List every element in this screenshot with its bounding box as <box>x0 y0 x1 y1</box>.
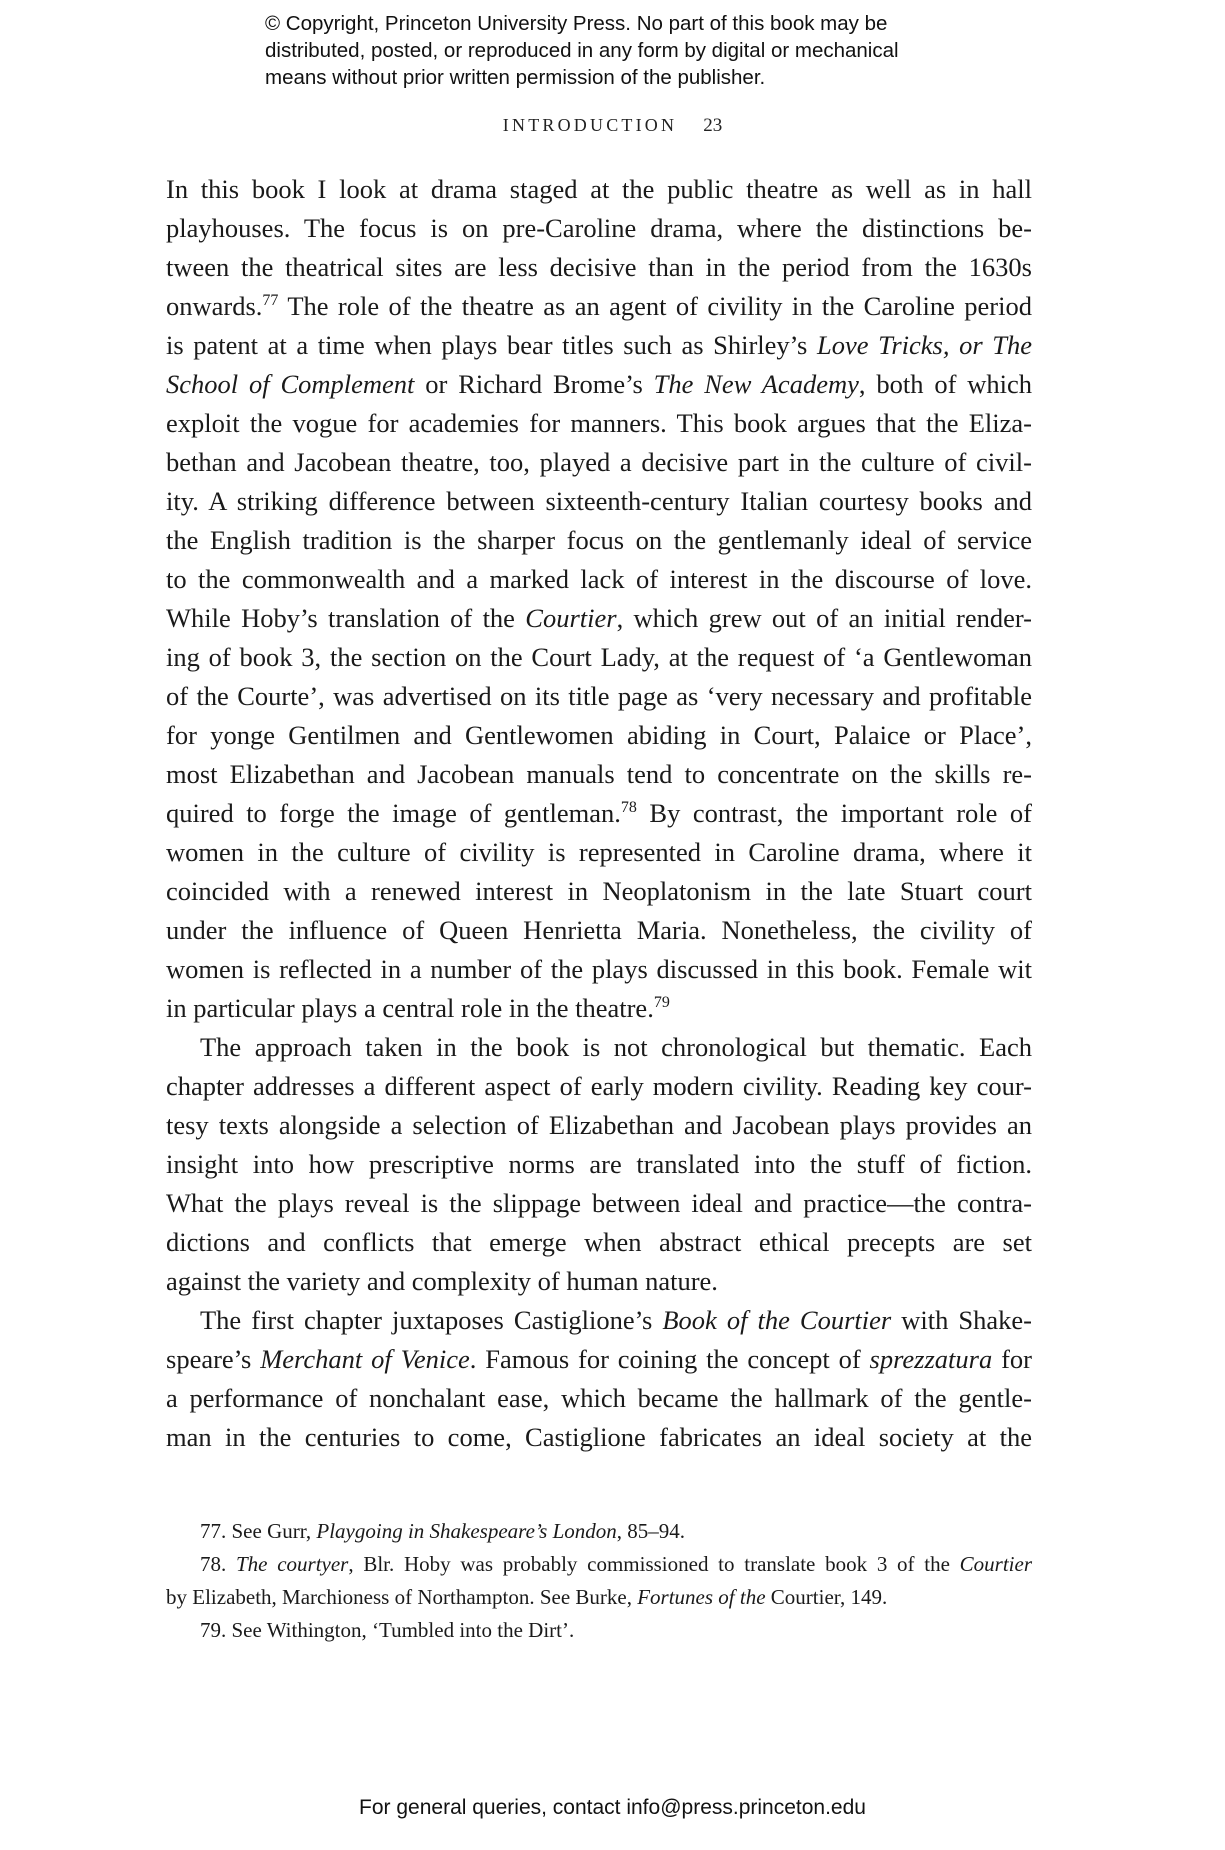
text-run: the English tradition is the sharper focus on the gentlemanly ideal of service <box>166 525 1032 555</box>
body-line <box>166 443 1032 482</box>
text-run: most Elizabethan and Jacobean manuals tend to concentrate on the skills re- <box>166 759 1032 789</box>
italic-text: Fortunes of the <box>637 1585 766 1609</box>
footnote-line <box>166 1614 1032 1647</box>
text-run: While Hoby’s translation of the <box>166 603 526 633</box>
italic-text: Book of the Courtier <box>662 1305 892 1335</box>
text-run: is patent at a time when plays bear titles such as Shirley’s <box>166 330 817 360</box>
body-line <box>166 716 1032 755</box>
text-run: The approach taken in the book is not chronological but thematic. Each <box>200 1032 1032 1062</box>
body-line <box>166 1262 1032 1301</box>
text-run: exploit the vogue for academies for manners. This book argues that the Eliza- <box>166 408 1032 438</box>
text-run: What the plays reveal is the slippage between ideal and practice—the contra- <box>166 1188 1032 1218</box>
text-run: women is reflected in a number of the plays discussed in this book. Female wit <box>166 954 1032 984</box>
text-run: by Elizabeth, Marchioness of Northampton. See Burke, <box>166 1585 638 1609</box>
body-line <box>166 872 1032 911</box>
text-run: or Richard Brome’s <box>414 369 654 399</box>
italic-text: Courtier <box>959 1552 1032 1576</box>
body-line <box>166 638 1032 677</box>
text-run: , 85–94. <box>616 1519 686 1543</box>
footnotes <box>166 1515 1032 1647</box>
text-run: bethan and Jacobean theatre, too, played a decisive part in the culture of civil- <box>166 447 1032 477</box>
footnote-marker: 78 <box>620 799 637 816</box>
text-run: playhouses. The focus is on pre-Caroline drama, where the distinctions be- <box>166 213 1032 243</box>
text-run: 78. <box>200 1552 236 1576</box>
body-line <box>166 599 1032 638</box>
body-line <box>166 950 1032 989</box>
text-run: with Shake- <box>891 1305 1032 1335</box>
body-line <box>166 1106 1032 1145</box>
body-line <box>166 560 1032 599</box>
italic-text: Love Tricks, or The <box>816 330 1032 360</box>
copyright-notice <box>265 10 1025 91</box>
running-head-title: INTRODUCTION <box>502 115 678 135</box>
footnote-marker: 79 <box>653 994 670 1011</box>
text-run: ity. A striking difference between sixteenth-century Italian courtesy books and <box>166 486 1032 516</box>
body-line <box>166 677 1032 716</box>
body-line <box>166 1067 1032 1106</box>
italic-text: sprezzatura <box>869 1344 993 1374</box>
italic-text: Merchant of Venice <box>260 1344 470 1374</box>
page-number: 23 <box>703 115 723 136</box>
text-run: The first chapter juxtaposes Castiglione’s <box>200 1305 663 1335</box>
footnote-line <box>166 1581 1032 1614</box>
text-run: By contrast, the important role of <box>636 798 1032 828</box>
body-line <box>166 1418 1032 1457</box>
body-line <box>166 911 1032 950</box>
body-text <box>166 170 1032 1457</box>
body-line <box>166 1028 1032 1067</box>
text-run: coincided with a renewed interest in Neoplatonism in the late Stuart court <box>166 876 1032 906</box>
footnote-line <box>166 1515 1032 1548</box>
text-run: 79. See Withington, ‘Tumbled into the Dirt’. <box>200 1618 575 1642</box>
footnote-line <box>166 1548 1032 1581</box>
body-line <box>166 482 1032 521</box>
footnote-marker: 77 <box>262 292 279 309</box>
body-line <box>166 170 1032 209</box>
copyright-line: means without prior written permission of the publisher. <box>265 66 766 89</box>
body-line <box>166 989 1032 1028</box>
text-run: onwards. <box>166 291 263 321</box>
footer-contact: For general queries, contact info@press.princeton.edu <box>359 1796 866 1819</box>
text-run: In this book I look at drama staged at the public theatre as well as in hall <box>166 174 1032 204</box>
body-line <box>166 521 1032 560</box>
italic-text: The courtyer <box>235 1552 349 1576</box>
text-run: man in the centuries to come, Castiglione fabricates an ideal society at the <box>166 1422 1032 1452</box>
body-line <box>166 1340 1032 1379</box>
body-line <box>166 404 1032 443</box>
body-line <box>166 833 1032 872</box>
body-line <box>166 365 1032 404</box>
text-run: in particular plays a central role in the theatre. <box>166 993 654 1023</box>
text-run: . Famous for coining the concept of <box>469 1344 870 1374</box>
text-run: quired to forge the image of gentleman. <box>166 798 621 828</box>
text-run: , Blr. Hoby was probably commissioned to translate book 3 of the <box>348 1552 960 1576</box>
italic-text: Playgoing in Shakespeare’s London <box>316 1519 617 1543</box>
running-head <box>0 115 1225 137</box>
text-run: a performance of nonchalant ease, which became the hallmark of the gentle- <box>166 1383 1032 1413</box>
body-line <box>166 209 1032 248</box>
body-line <box>166 1223 1032 1262</box>
text-run: women in the culture of civility is represented in Caroline drama, where it <box>166 837 1032 867</box>
text-run: ing of book 3, the section on the Court Lady, at the request of ‘a Gentlewoman <box>166 642 1032 672</box>
text-run: Courtier, 149. <box>765 1585 888 1609</box>
text-run: dictions and conflicts that emerge when abstract ethical precepts are set <box>166 1227 1032 1257</box>
copyright-line: © Copyright, Princeton University Press. No part of this book may be <box>265 12 888 35</box>
italic-text: Courtier <box>525 603 617 633</box>
text-run: The role of the theatre as an agent of civility in the Caroline period <box>278 291 1032 321</box>
body-line <box>166 794 1032 833</box>
body-line <box>166 1301 1032 1340</box>
body-line <box>166 1379 1032 1418</box>
body-line <box>166 1145 1032 1184</box>
italic-text: School of Complement <box>166 369 415 399</box>
body-line <box>166 755 1032 794</box>
text-run: tween the theatrical sites are less decisive than in the period from the 1630s <box>166 252 1032 282</box>
text-run: , which grew out of an initial render- <box>616 603 1032 633</box>
text-run: tesy texts alongside a selection of Elizabethan and Jacobean plays provides an <box>166 1110 1032 1140</box>
text-run: against the variety and complexity of human nature. <box>166 1266 718 1296</box>
text-run: of the Courte’, was advertised on its title page as ‘very necessary and profitable <box>166 681 1032 711</box>
text-run: for yonge Gentilmen and Gentlewomen abiding in Court, Palaice or Place’, <box>166 720 1032 750</box>
body-line <box>166 1184 1032 1223</box>
body-line <box>166 248 1032 287</box>
text-run: insight into how prescriptive norms are translated into the stuff of fiction. <box>166 1149 1032 1179</box>
text-run: , both of which <box>858 369 1033 399</box>
text-run: to the commonwealth and a marked lack of interest in the discourse of love. <box>166 564 1032 594</box>
text-run: under the influence of Queen Henrietta Maria. Nonetheless, the civility of <box>166 915 1032 945</box>
body-line <box>166 287 1032 326</box>
copyright-line: distributed, posted, or reproduced in any form by digital or mechanical <box>265 39 899 62</box>
text-run: 77. See Gurr, <box>200 1519 317 1543</box>
text-run: speare’s <box>166 1344 261 1374</box>
text-run: for <box>992 1344 1032 1374</box>
text-run: chapter addresses a different aspect of early modern civility. Reading key cour- <box>166 1071 1032 1101</box>
italic-text: The New Academy <box>653 369 859 399</box>
body-line <box>166 326 1032 365</box>
